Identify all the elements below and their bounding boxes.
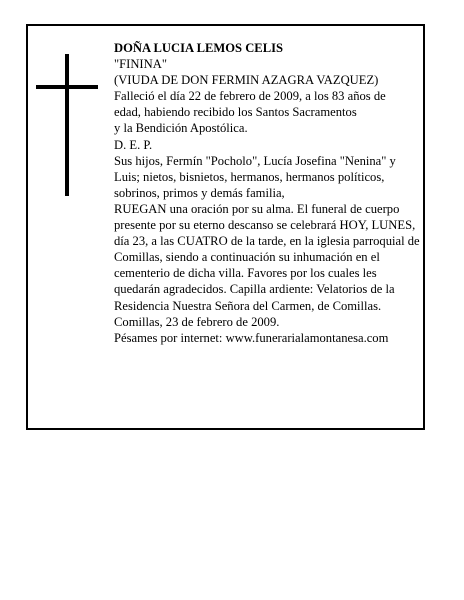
cross-vertical-bar [65, 54, 69, 196]
dep-line: D. E. P. [114, 137, 153, 152]
obituary-text [114, 40, 420, 346]
cross-horizontal-bar [36, 85, 98, 89]
deceased-nickname: "FININA" [114, 57, 167, 72]
widow-of-line: (VIUDA DE DON FERMIN AZAGRA VAZQUEZ) [114, 73, 379, 88]
funeral-paragraph: RUEGAN una oración por su alma. El funeral de cuerpo presente por su eterno descanso se celebrará HOY, LUNES, día 23, a las CUATRO de la tarde, en la iglesia parroquial de Comillas, siendo a continuación su inhumación en el cementerio de dicha villa. Favores por los cuales les quedarán agradecidos. Capilla ardiente: Velatorios de la Residencia Nuestra Señora del Carmen, de Comillas. [114, 201, 420, 313]
death-line-2: edad, habiendo recibido los Santos Sacramentos [114, 105, 357, 120]
deceased-name: DOÑA LUCIA LEMOS CELIS [114, 41, 284, 55]
place-date-line: Comillas, 23 de febrero de 2009. [114, 314, 280, 329]
death-line-1: Falleció el día 22 de febrero de 2009, a los 83 años de [114, 89, 386, 104]
family-paragraph: Sus hijos, Fermín "Pocholo", Lucía Josefina "Nenina" y Luis; nietos, bisnietos, hermanos, hermanos políticos, sobrinos, primos y demás familia, [114, 153, 396, 200]
death-line-3: y la Bendición Apostólica. [114, 121, 248, 136]
condolences-line: Pésames por internet: www.funerarialamontanesa.com [114, 330, 389, 345]
cross-icon [36, 54, 98, 196]
